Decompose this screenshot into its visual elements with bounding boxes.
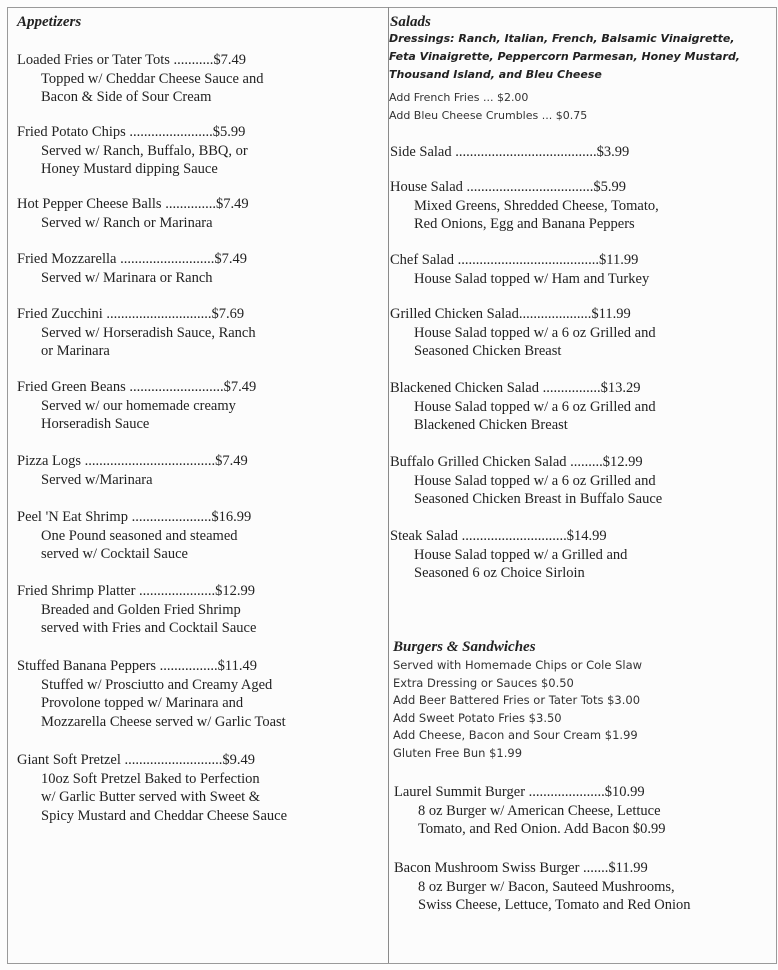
item-description: Horseradish Sauce bbox=[41, 416, 150, 432]
appetizers-menu-item bbox=[17, 378, 256, 434]
item-name-price: Giant Soft Pretzel ...........................$9.49 bbox=[17, 752, 256, 768]
burgers-menu-item bbox=[394, 783, 665, 839]
item-name-price: Grilled Chicken Salad....................$11.99 bbox=[390, 306, 631, 322]
burgers-heading: Burgers & Sandwiches bbox=[393, 639, 536, 655]
dressings-line: Feta Vinaigrette, Peppercorn Parmesan, Honey Mustard, bbox=[389, 50, 740, 63]
burgers-notes bbox=[393, 657, 642, 762]
item-description: or Marinara bbox=[41, 343, 110, 359]
addon-line: Add French Fries ... $2.00 bbox=[389, 91, 529, 104]
item-name-price: Fried Potato Chips .......................$5.99 bbox=[17, 124, 246, 140]
column-divider bbox=[388, 7, 389, 963]
item-name-price: House Salad ...................................$5.99 bbox=[390, 179, 627, 195]
salads-menu-item bbox=[390, 453, 662, 509]
item-description: Served w/Marinara bbox=[41, 471, 153, 488]
item-description: Swiss Cheese, Lettuce, Tomato and Red Onion bbox=[418, 897, 691, 913]
item-name-price: Blackened Chicken Salad ................$13.29 bbox=[390, 380, 641, 396]
note-line: Add Beer Battered Fries or Tater Tots $3.00 bbox=[393, 693, 641, 707]
item-name-price: Steak Salad .............................$14.99 bbox=[390, 528, 607, 544]
appetizers-menu-item bbox=[17, 250, 247, 287]
item-name-price: Fried Mozzarella ..........................$7.49 bbox=[17, 251, 247, 267]
item-name-price: Side Salad .......................................$3.99 bbox=[390, 144, 630, 160]
item-description: Red Onions, Egg and Banana Peppers bbox=[414, 216, 635, 232]
appetizers-menu-item bbox=[17, 51, 263, 107]
note-line: Add Cheese, Bacon and Sour Cream $1.99 bbox=[393, 728, 638, 742]
salads-addons bbox=[389, 89, 587, 124]
item-description: w/ Garlic Butter served with Sweet & bbox=[41, 789, 261, 805]
item-name-price: Buffalo Grilled Chicken Salad .........$12.99 bbox=[390, 454, 643, 470]
item-description: Bacon & Side of Sour Cream bbox=[41, 89, 212, 105]
item-name-price: Loaded Fries or Tater Tots ...........$7.49 bbox=[17, 52, 246, 68]
item-name-price: Hot Pepper Cheese Balls ..............$7.49 bbox=[17, 196, 249, 212]
item-description: House Salad topped w/ a 6 oz Grilled and bbox=[414, 398, 656, 415]
salads-menu-item bbox=[390, 379, 656, 435]
item-description: Served w/ Horseradish Sauce, Ranch bbox=[41, 324, 256, 341]
salads-menu-item bbox=[390, 527, 627, 583]
item-name-price: Bacon Mushroom Swiss Burger .......$11.99 bbox=[394, 860, 648, 876]
item-description: Stuffed w/ Prosciutto and Creamy Aged bbox=[41, 676, 273, 693]
salads-menu-item bbox=[390, 178, 659, 234]
note-line: Gluten Free Bun $1.99 bbox=[393, 745, 523, 760]
item-description: Served w/ Ranch, Buffalo, BBQ, or bbox=[41, 142, 248, 159]
item-name-price: Laurel Summit Burger .....................$10.99 bbox=[394, 784, 645, 800]
item-description: Provolone topped w/ Marinara and bbox=[41, 695, 244, 711]
note-line: Add Sweet Potato Fries $3.50 bbox=[393, 710, 562, 725]
salads-menu-item bbox=[390, 251, 649, 288]
item-description: 8 oz Burger w/ American Cheese, Lettuce bbox=[418, 802, 661, 819]
salads-menu-item bbox=[390, 143, 629, 162]
item-description: 8 oz Burger w/ Bacon, Sauteed Mushrooms, bbox=[418, 878, 675, 895]
item-description: Spicy Mustard and Cheddar Cheese Sauce bbox=[41, 807, 288, 824]
item-description: served with Fries and Cocktail Sauce bbox=[41, 620, 257, 636]
item-description: House Salad topped w/ a Grilled and bbox=[414, 546, 628, 563]
appetizers-menu-item bbox=[17, 195, 249, 232]
item-name-price: Fried Zucchini .............................$7.69 bbox=[17, 306, 245, 322]
item-name-price: Pizza Logs ....................................$7.49 bbox=[17, 453, 248, 469]
appetizers-menu-item bbox=[17, 305, 256, 361]
item-description: 10oz Soft Pretzel Baked to Perfection bbox=[41, 770, 260, 787]
item-description: House Salad topped w/ a 6 oz Grilled and bbox=[414, 472, 656, 489]
item-description: House Salad topped w/ a 6 oz Grilled and bbox=[414, 324, 656, 341]
item-description: served w/ Cocktail Sauce bbox=[41, 546, 188, 562]
appetizers-menu-item bbox=[17, 582, 256, 638]
salads-menu-item bbox=[390, 305, 656, 361]
appetizers-menu-item bbox=[17, 508, 251, 564]
item-description: Mixed Greens, Shredded Cheese, Tomato, bbox=[414, 197, 659, 214]
item-description: House Salad topped w/ Ham and Turkey bbox=[414, 270, 650, 287]
note-line: Extra Dressing or Sauces $0.50 bbox=[393, 675, 574, 690]
item-description: Topped w/ Cheddar Cheese Sauce and bbox=[41, 70, 264, 87]
dressings-line: Dressings: Ranch, Italian, French, Balsamic Vinaigrette, bbox=[389, 32, 735, 45]
item-description: Served w/ Marinara or Ranch bbox=[41, 269, 213, 286]
appetizers-menu-item bbox=[17, 452, 248, 489]
salads-heading: Salads bbox=[390, 14, 431, 30]
item-description: Served w/ Ranch or Marinara bbox=[41, 214, 213, 231]
item-description: Served w/ our homemade creamy bbox=[41, 397, 236, 414]
appetizers-menu-item bbox=[17, 751, 287, 825]
appetizers-menu-item bbox=[17, 657, 286, 731]
item-description: Blackened Chicken Breast bbox=[414, 417, 568, 433]
item-description: Seasoned Chicken Breast in Buffalo Sauce bbox=[414, 491, 663, 507]
item-description: Honey Mustard dipping Sauce bbox=[41, 161, 218, 177]
addon-line: Add Bleu Cheese Crumbles ... $0.75 bbox=[389, 108, 588, 122]
item-name-price: Fried Green Beans ..........................$7.49 bbox=[17, 379, 257, 395]
item-name-price: Fried Shrimp Platter .....................$12.99 bbox=[17, 583, 256, 599]
item-description: Seasoned 6 oz Choice Sirloin bbox=[414, 565, 585, 581]
item-description: One Pound seasoned and steamed bbox=[41, 527, 238, 544]
item-description: Tomato, and Red Onion. Add Bacon $0.99 bbox=[418, 821, 666, 837]
appetizers-heading: Appetizers bbox=[17, 14, 82, 30]
appetizers-menu-item bbox=[17, 123, 248, 179]
dressings-line: Thousand Island, and Bleu Cheese bbox=[389, 68, 602, 81]
item-description: Breaded and Golden Fried Shrimp bbox=[41, 601, 241, 618]
salads-dressings bbox=[389, 30, 740, 84]
item-name-price: Stuffed Banana Peppers ................$11.49 bbox=[17, 658, 258, 674]
note-line: Served with Homemade Chips or Cole Slaw bbox=[393, 658, 643, 672]
item-description: Mozzarella Cheese served w/ Garlic Toast bbox=[41, 713, 286, 730]
item-description: Seasoned Chicken Breast bbox=[414, 343, 562, 359]
item-name-price: Chef Salad .......................................$11.99 bbox=[390, 252, 639, 268]
item-name-price: Peel 'N Eat Shrimp ......................$16.99 bbox=[17, 509, 252, 525]
burgers-menu-item bbox=[394, 859, 691, 915]
